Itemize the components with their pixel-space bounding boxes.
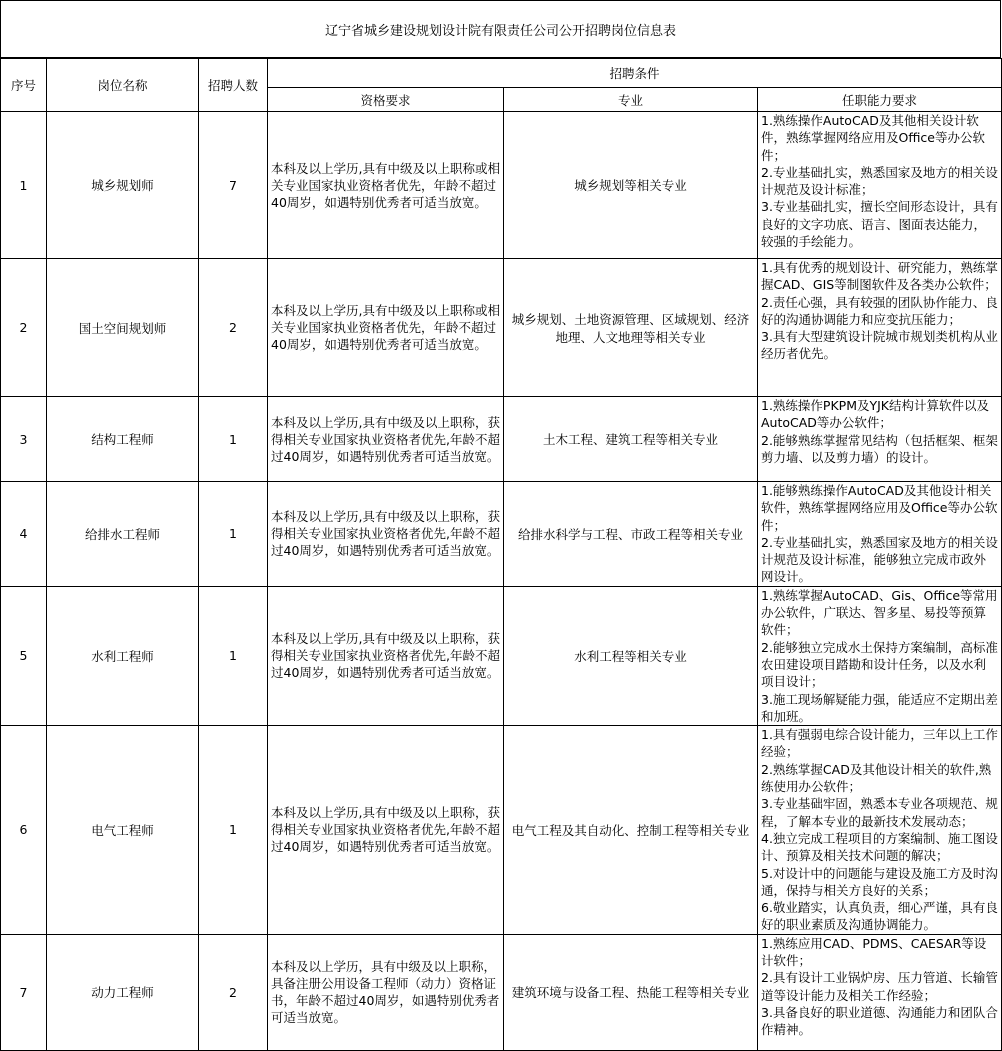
row-qualification: 本科及以上学历,具有中级及以上职称，获得相关专业国家执业资格者优先,年龄不超过40周岁，如遇特别优秀者可适当放宽。 (268, 397, 504, 482)
table-row (1, 726, 1002, 935)
header-ability: 任职能力要求 (758, 88, 1002, 112)
header-major: 专业 (504, 88, 758, 112)
row-qualification: 本科及以上学历,具有中级及以上职称或相关专业国家执业资格者优先，年龄不超过40周岁，如遇特别优秀者可适当放宽。 (268, 259, 504, 397)
row-count: 2 (199, 259, 268, 397)
ability-item: 3.专业基础扎实，擅长空间形态设计，具有良好的文字功底、语言、图面表达能力，较强的手绘能力。 (761, 199, 998, 250)
ability-item: 6.敬业踏实，认真负责，细心严谨，具有良好的职业素质及沟通协调能力。 (761, 900, 998, 933)
ability-item: 1.熟练掌握AutoCAD、Gis、Office等常用办公软件，广联达、智多星、易投等预算软件； (761, 587, 998, 638)
ability-item: 2.专业基础扎实，熟悉国家及地方的相关设计规范及设计标准，能够独立完成市政外网设计。 (761, 534, 998, 585)
table-title: 辽宁省城乡建设规划设计院有限责任公司公开招聘岗位信息表 (0, 0, 1001, 58)
ability-item: 1.熟练应用CAD、PDMS、CAESAR等设计软件； (761, 935, 987, 969)
row-seq: 7 (1, 934, 47, 1050)
row-count: 1 (199, 397, 268, 482)
header-position: 岗位名称 (47, 59, 199, 112)
row-qualification: 本科及以上学历,具有中级及以上职称，获得相关专业国家执业资格者优先,年龄不超过40周岁，如遇特别优秀者可适当放宽。 (268, 586, 504, 725)
ability-item: 3.具备良好的职业道德、沟通能力和团队合作精神。 (761, 1004, 998, 1038)
row-seq: 5 (1, 586, 47, 725)
row-major: 城乡规划、土地资源管理、区域规划、经济地理、人文地理等相关专业 (504, 259, 758, 397)
row-major: 给排水科学与工程、市政工程等相关专业 (504, 482, 758, 587)
row-seq: 1 (1, 112, 47, 259)
row-seq: 4 (1, 482, 47, 587)
row-count: 2 (199, 934, 268, 1050)
ability-item: 2.具有设计工业锅炉房、压力管道、长输管道等设计能力及相关工作经验； (761, 970, 998, 1003)
row-ability (758, 726, 1002, 935)
row-ability (758, 586, 1002, 725)
row-seq: 2 (1, 259, 47, 397)
row-seq: 6 (1, 726, 47, 935)
ability-item: 1.熟练操作PKPM及YJK结构计算软件以及AutoCAD等办公软件； (761, 398, 990, 431)
row-position: 给排水工程师 (47, 482, 199, 587)
ability-item: 3.专业基础牢固，熟悉本专业各项规范、规程，了解本专业的最新技术发展动态； (761, 796, 998, 829)
table-row (1, 259, 1002, 397)
row-ability (758, 397, 1002, 482)
ability-item: 3.施工现场解疑能力强，能适应不定期出差和加班。 (761, 691, 998, 724)
row-major: 电气工程及其自动化、控制工程等相关专业 (504, 726, 758, 935)
row-qualification: 本科及以上学历,具有中级及以上职称，获得相关专业国家执业资格者优先,年龄不超过40周岁，如遇特别优秀者可适当放宽。 (268, 482, 504, 587)
row-major: 水利工程等相关专业 (504, 586, 758, 725)
ability-item: 2.熟练掌握CAD及其他设计相关的软件,熟练使用办公软件； (761, 761, 992, 795)
header-count: 招聘人数 (199, 59, 268, 112)
ability-item: 4.独立完成工程项目的方案编制、施工图设计、预算及相关技术问题的解决； (761, 830, 998, 864)
header-seq: 序号 (1, 59, 47, 112)
row-count: 1 (199, 586, 268, 725)
row-ability (758, 112, 1002, 259)
row-position: 动力工程师 (47, 934, 199, 1050)
ability-item: 5.对设计中的问题能与建设及施工方及时沟通，保持与相关方良好的关系； (761, 865, 998, 898)
table-row (1, 934, 1002, 1050)
row-major: 土木工程、建筑工程等相关专业 (504, 397, 758, 482)
row-ability (758, 934, 1002, 1050)
row-position: 国土空间规划师 (47, 259, 199, 397)
table-row (1, 397, 1002, 482)
row-major: 城乡规划等相关专业 (504, 112, 758, 259)
row-count: 7 (199, 112, 268, 259)
ability-item: 1.熟练操作AutoCAD及其他相关设计软件，熟练掌握网络应用及Office等办公软件； (761, 113, 985, 163)
row-ability (758, 259, 1002, 397)
header-qualification: 资格要求 (268, 88, 504, 112)
row-qualification: 本科及以上学历,具有中级及以上职称或相关专业国家执业资格者优先，年龄不超过40周岁，如遇特别优秀者可适当放宽。 (268, 112, 504, 259)
header-conditions: 招聘条件 (268, 59, 1002, 88)
row-position: 水利工程师 (47, 586, 199, 725)
ability-item: 1.具有强弱电综合设计能力，三年以上工作经验； (761, 727, 998, 760)
row-count: 1 (199, 726, 268, 935)
recruitment-table (0, 58, 1002, 1051)
row-qualification: 本科及以上学历,具有中级及以上职称，获得相关专业国家执业资格者优先,年龄不超过40周岁，如遇特别优秀者可适当放宽。 (268, 726, 504, 935)
row-qualification: 本科及以上学历，具有中级及以上职称，具备注册公用设备工程师（动力）资格证书，年龄不超过40周岁，如遇特别优秀者可适当放宽。 (268, 934, 504, 1050)
table-row (1, 586, 1002, 725)
ability-item: 2.责任心强，具有较强的团队协作能力、良好的沟通协调能力和应变抗压能力； (761, 294, 998, 327)
row-position: 城乡规划师 (47, 112, 199, 259)
row-major: 建筑环境与设备工程、热能工程等相关专业 (504, 934, 758, 1050)
ability-item: 2.能够熟练掌握常见结构（包括框架、框架剪力墙、以及剪力墙）的设计。 (761, 432, 998, 465)
table-row (1, 482, 1002, 587)
row-position: 结构工程师 (47, 397, 199, 482)
ability-item: 3.具有大型建筑设计院城市规划类机构从业经历者优先。 (761, 329, 998, 362)
row-seq: 3 (1, 397, 47, 482)
ability-item: 2.能够独立完成水土保持方案编制，高标准农田建设项目踏勘和设计任务，以及水利项目设计； (761, 639, 998, 690)
row-count: 1 (199, 482, 268, 587)
ability-item: 2.专业基础扎实，熟悉国家及地方的相关设计规范及设计标准； (761, 164, 998, 198)
ability-item: 1.具有优秀的规划设计、研究能力，熟练掌握CAD、GIS等制图软件及各类办公软件； (761, 260, 998, 293)
row-ability (758, 482, 1002, 587)
row-position: 电气工程师 (47, 726, 199, 935)
table-row (1, 112, 1002, 259)
ability-item: 1.能够熟练操作AutoCAD及其他设计相关软件，熟练掌握网络应用及Office等办公软件； (761, 483, 998, 533)
